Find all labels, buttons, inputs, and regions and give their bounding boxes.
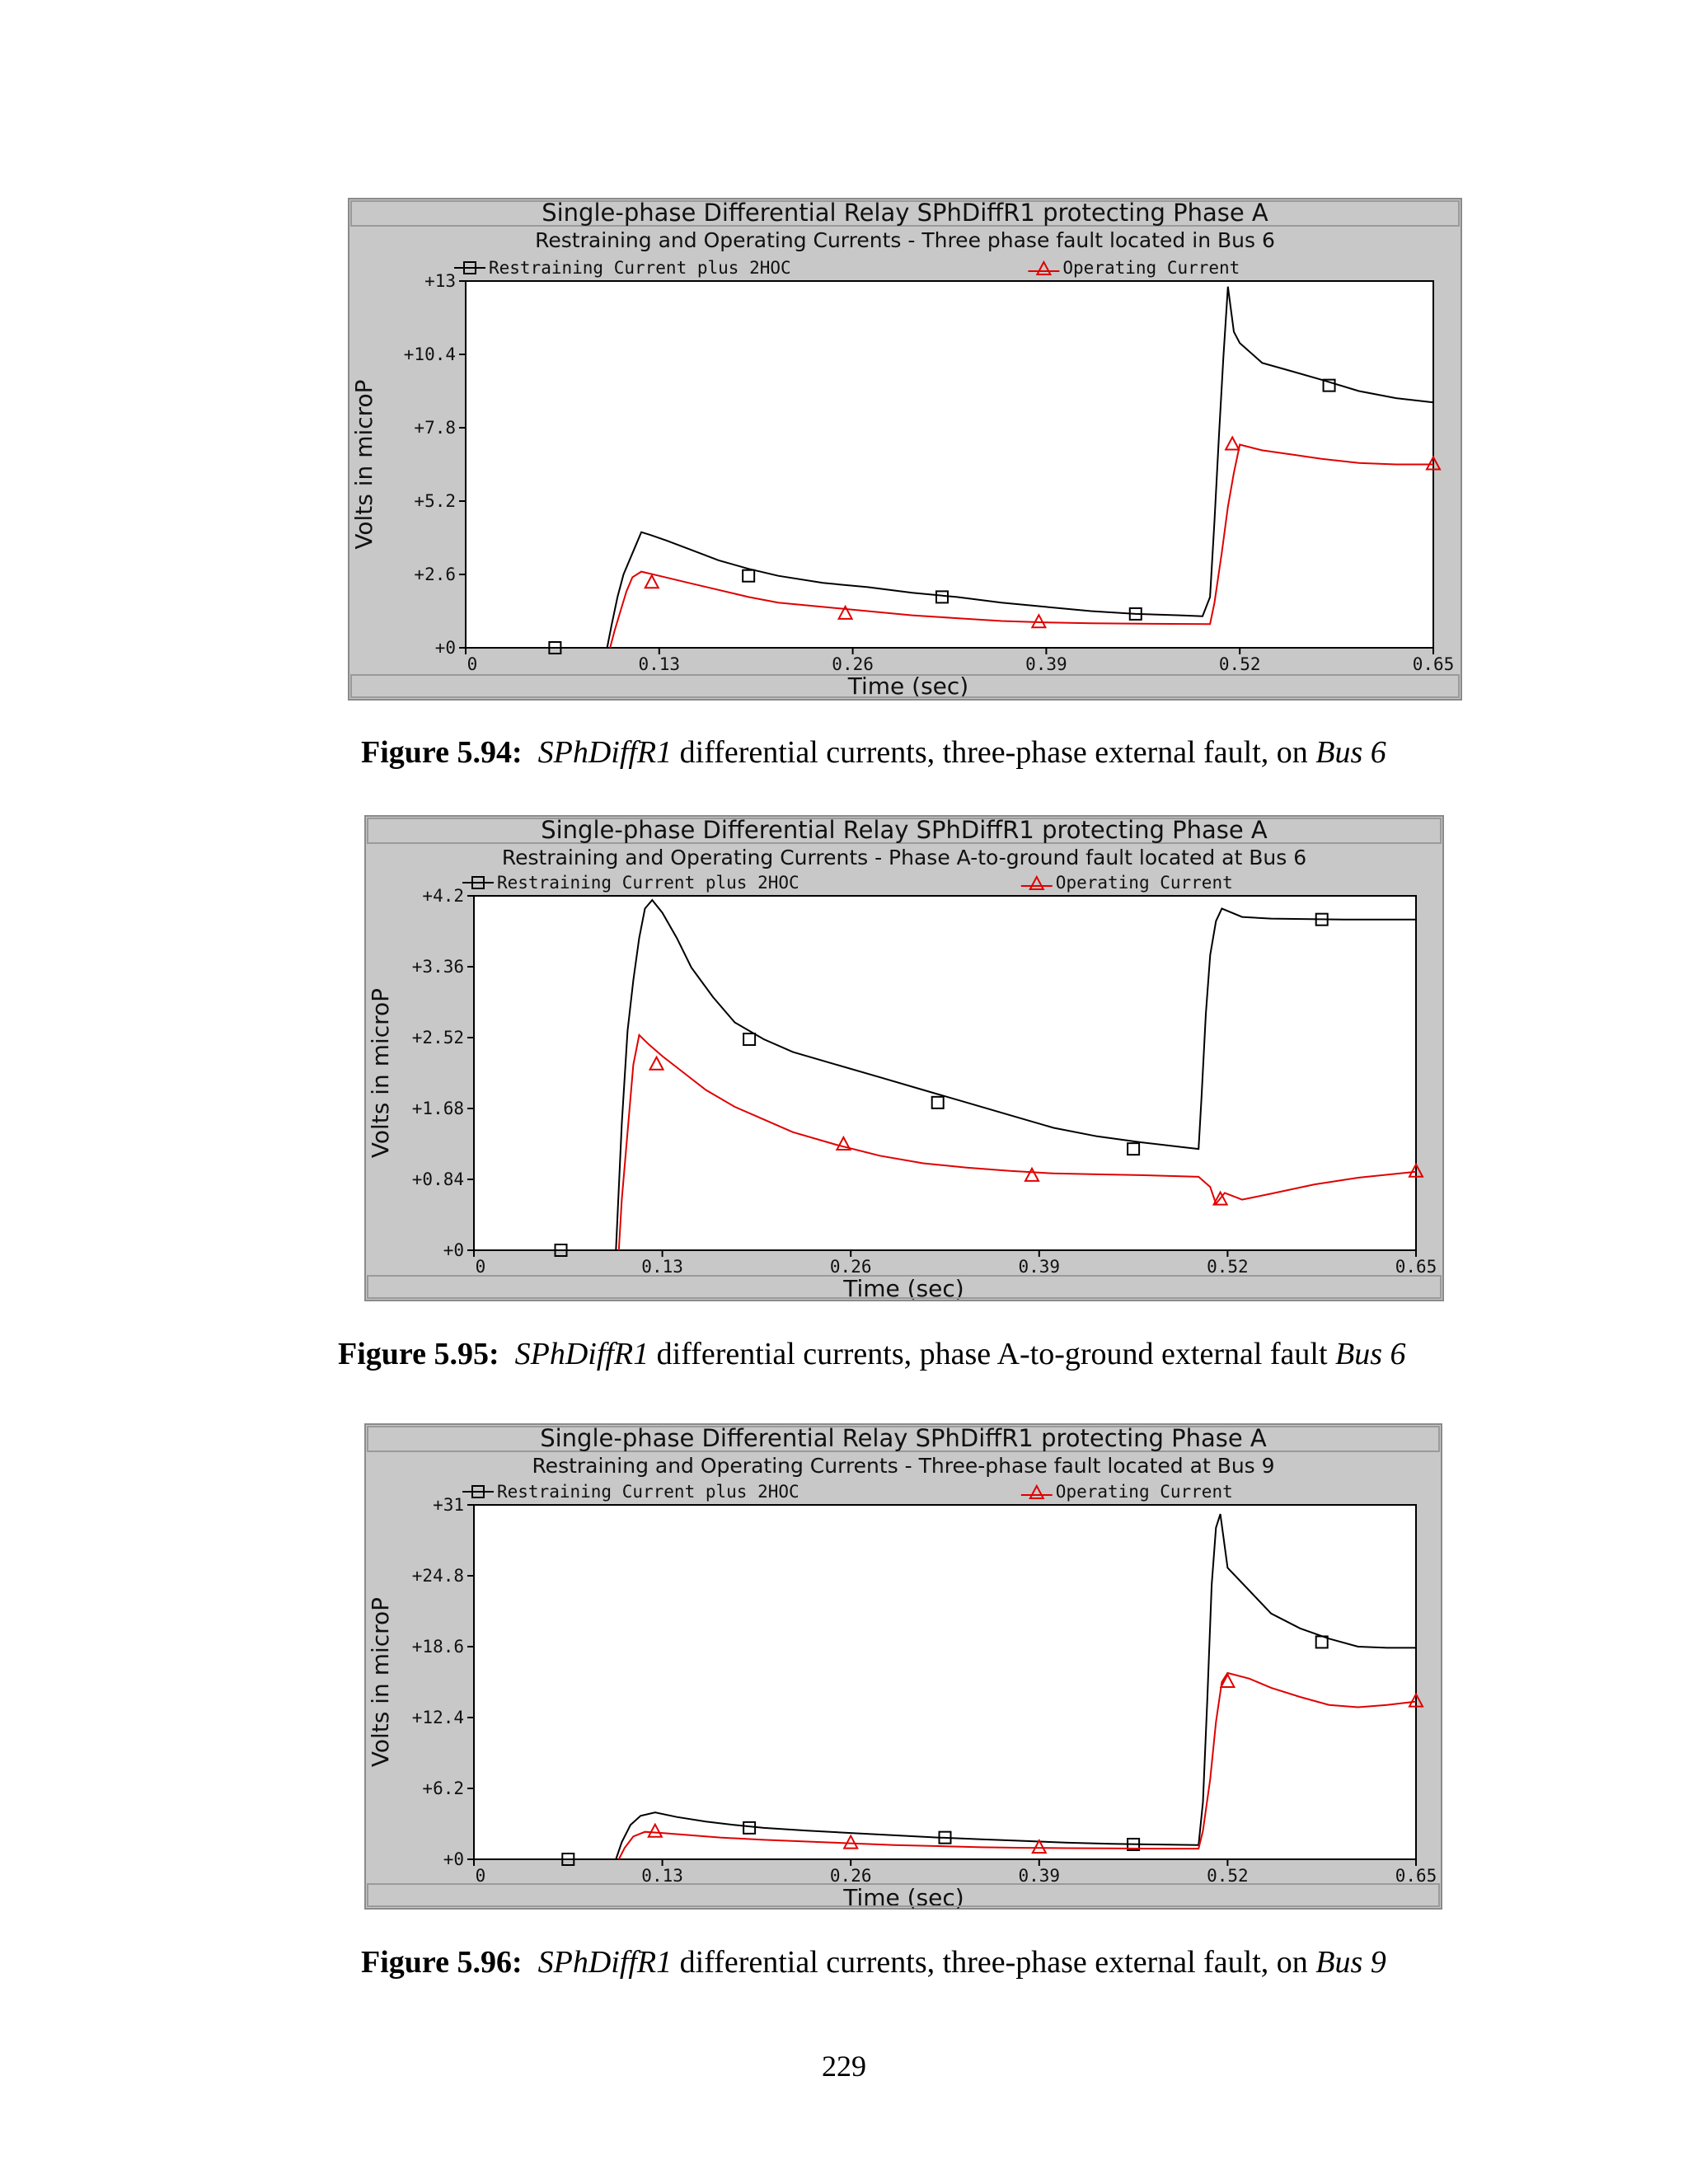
y-tick-label: +13	[424, 271, 456, 291]
bus-name: Bus 6	[1315, 735, 1386, 770]
x-tick-label: 0.26	[832, 654, 874, 674]
x-axis-label: Time (sec)	[843, 1275, 964, 1302]
x-tick-label: 0	[475, 1866, 486, 1886]
chart-title: Single-phase Differential Relay SPhDiffR1 protecting Phase A	[542, 199, 1268, 227]
legend-label: Restraining Current plus 2HOC	[497, 873, 799, 893]
x-tick-label: 0.39	[1025, 654, 1067, 674]
chart-figure	[349, 199, 1461, 700]
chart-title: Single-phase Differential Relay SPhDiffR1 protecting Phase A	[540, 1424, 1267, 1452]
y-tick-label: +3.36	[411, 957, 464, 977]
y-tick-label: +31	[433, 1495, 464, 1515]
chart-title: Single-phase Differential Relay SPhDiffR1 protecting Phase A	[541, 816, 1268, 844]
figure-label: Figure 5.95:	[338, 1337, 499, 1371]
y-tick-label: +0.84	[411, 1169, 464, 1189]
x-tick-label: 0.65	[1395, 1866, 1437, 1886]
y-tick-label: +6.2	[422, 1779, 464, 1798]
figure-caption	[361, 734, 1386, 771]
x-tick-label: 0.26	[829, 1257, 872, 1277]
x-axis-label: Time (sec)	[843, 1884, 964, 1911]
y-axis-label: Volts in microP	[367, 1596, 394, 1768]
x-tick-label: 0.13	[641, 1257, 683, 1277]
y-tick-label: +24.8	[411, 1566, 464, 1586]
caption-text: differential currents, three-phase external fault, on	[672, 1945, 1316, 1980]
chart-figure	[365, 1424, 1442, 1911]
x-tick-label: 0.13	[638, 654, 681, 674]
figure-caption	[361, 1944, 1386, 1980]
relay-name: SPhDiffR1	[537, 1945, 673, 1980]
x-tick-label: 0	[475, 1257, 486, 1277]
y-tick-label: +18.6	[411, 1637, 464, 1657]
y-tick-label: +2.52	[411, 1028, 464, 1047]
plot-area	[474, 896, 1416, 1250]
x-tick-label: 0.13	[641, 1866, 683, 1886]
y-tick-label: +5.2	[414, 491, 456, 511]
y-tick-label: +0	[443, 1240, 464, 1260]
y-tick-label: +1.68	[411, 1099, 464, 1118]
x-tick-label: 0.52	[1207, 1866, 1249, 1886]
x-tick-label: 0.39	[1018, 1257, 1061, 1277]
plot-area	[466, 281, 1433, 648]
y-tick-label: +2.6	[414, 565, 456, 584]
x-tick-label: 0.52	[1218, 654, 1261, 674]
y-tick-label: +12.4	[411, 1708, 464, 1727]
figure-label: Figure 5.96:	[361, 1945, 523, 1980]
x-axis-label: Time (sec)	[847, 673, 969, 700]
relay-name: SPhDiffR1	[514, 1337, 649, 1371]
x-tick-label: 0	[467, 654, 478, 674]
caption-text: differential currents, three-phase external fault, on	[672, 735, 1316, 770]
legend-label: Operating Current	[1055, 873, 1233, 893]
x-tick-label: 0.52	[1207, 1257, 1249, 1277]
figure-label: Figure 5.94:	[361, 735, 523, 770]
chart-subtitle: Restraining and Operating Currents - Three phase fault located in Bus 6	[535, 228, 1275, 252]
page-number: 229	[822, 2050, 866, 2083]
figure-caption	[338, 1336, 1406, 1372]
y-tick-label: +4.2	[422, 886, 464, 906]
y-axis-label: Volts in microP	[350, 379, 377, 550]
y-tick-label: +7.8	[414, 418, 456, 438]
y-tick-label: +0	[434, 638, 456, 658]
legend-label: Restraining Current plus 2HOC	[497, 1482, 799, 1502]
x-tick-label: 0.65	[1395, 1257, 1437, 1277]
relay-name: SPhDiffR1	[537, 735, 673, 770]
legend-label: Restraining Current plus 2HOC	[489, 258, 791, 278]
chart-figure	[365, 816, 1443, 1302]
x-tick-label: 0.26	[829, 1866, 872, 1886]
bus-name: Bus 9	[1315, 1945, 1386, 1980]
chart-subtitle: Restraining and Operating Currents - Phase A-to-ground fault located at Bus 6	[501, 846, 1307, 869]
caption-text: differential currents, phase A-to-ground external fault	[649, 1337, 1336, 1371]
bus-name: Bus 6	[1335, 1337, 1406, 1371]
y-tick-label: +0	[443, 1849, 464, 1869]
plot-area	[474, 1505, 1416, 1859]
x-tick-label: 0.39	[1018, 1866, 1061, 1886]
y-axis-label: Volts in microP	[367, 987, 394, 1159]
legend-label: Operating Current	[1062, 258, 1240, 278]
legend-label: Operating Current	[1055, 1482, 1233, 1502]
chart-subtitle: Restraining and Operating Currents - Three-phase fault located at Bus 9	[532, 1454, 1275, 1478]
y-tick-label: +10.4	[403, 344, 456, 364]
x-tick-label: 0.65	[1412, 654, 1455, 674]
